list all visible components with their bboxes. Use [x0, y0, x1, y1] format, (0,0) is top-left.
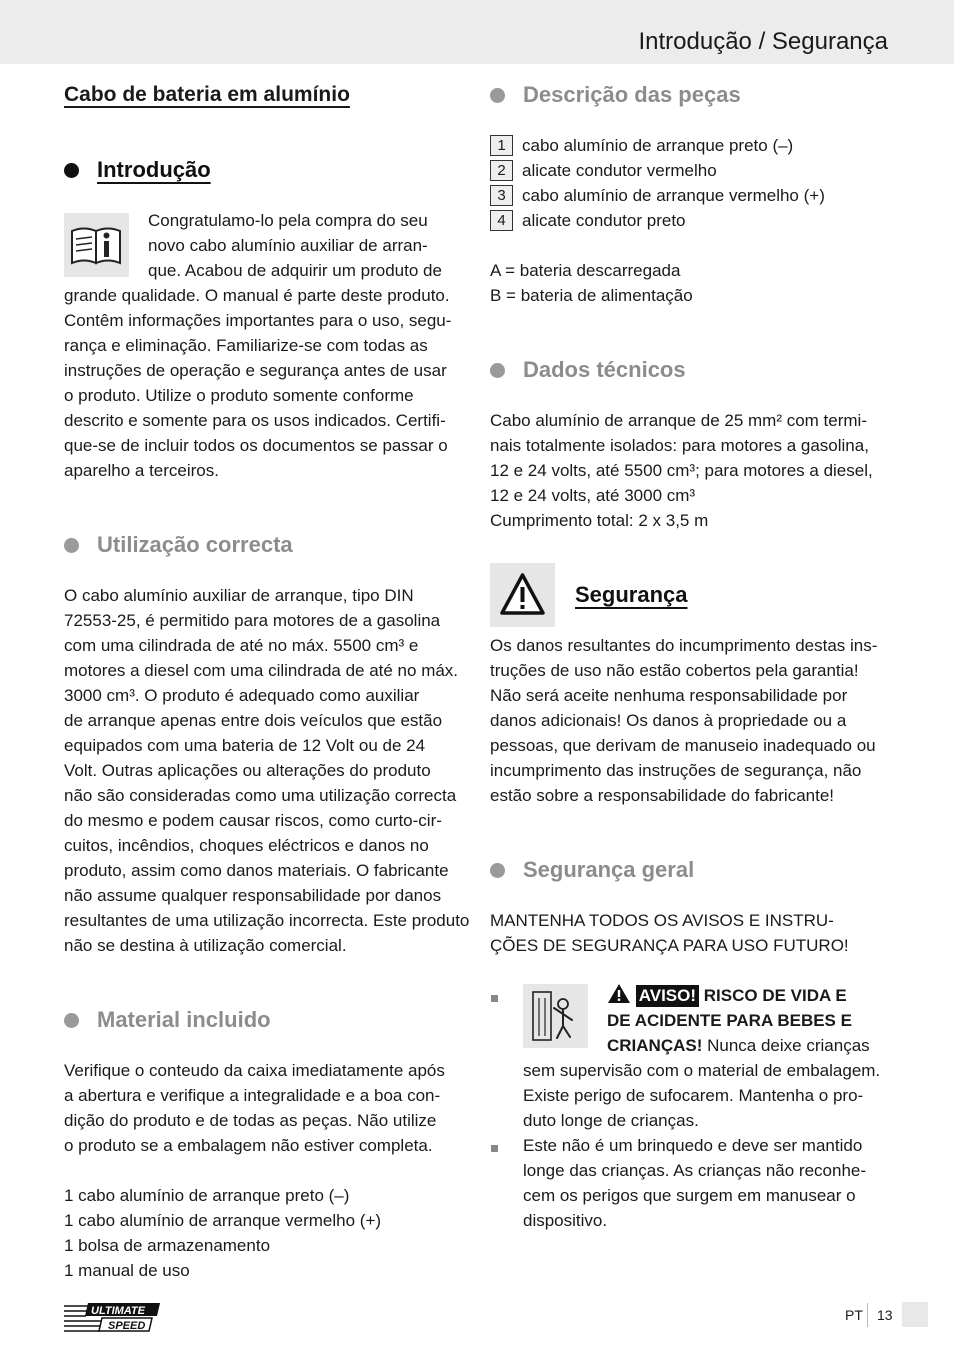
warning-text: sem supervisão com o material de embalagem. Existe perigo de sufocarem. Mantenha o pro- duto longe de crianças. [523, 1061, 881, 1130]
heading-material-incluido: Material incluido [64, 1005, 464, 1035]
logo-line2: SPEED [108, 1320, 146, 1332]
bullet-dot [64, 1013, 79, 1028]
list-item: 1 cabo alumínio de arranque vermelho (+) [64, 1211, 382, 1230]
material-text: Verifique o conteudo da caixa imediatamente após a abertura e verifique a integralidade e a boa con- dição do produto e de todas as peças. Não utilize o produto se a embalagem não estiver completa. [64, 1061, 445, 1155]
correct-use-text: O cabo alumínio auxiliar de arranque, tipo DIN 72553-25, é permitido para motores de a gasolina com uma cilindrada de até no máx. 5500 cm³ e motores a diesel com uma cilindrada de até no máx. 3000 cm³. O produto é adequado como auxiliar de arranque apenas entre dois veículos que estão equipados com uma bateria de 12 Volt ou de 24 Volt. Outras aplicações ou alterações do produto não são consideradas como uma utilização correcta do mesmo e podem causar riscos, como curto-cir- cuitos, incêndios, choques eléctricos e danos no produto, assim como danos materiais. O fabricante não assume qualquer responsabilidade por danos resultantes de uma utilização incorrecta. Este produto não se destina à utilização comercial. [64, 586, 470, 955]
ultimate-speed-logo [64, 1303, 162, 1332]
square-bullet [491, 995, 498, 1002]
safety-text: Os danos resultantes do incumprimento destas ins- truções de uso não estão cobertos pela garantia! Não será aceite nenhuma responsabilidade por danos adicionais! Os danos à propriedade ou a pessoas, que derivam de manuseio inadequado ou incumprimento das instruções de segurança, não estão sobre a responsabilidade do fabricante! [490, 636, 878, 805]
intro-text-body: grande qualidade. O manual é parte deste produto. Contêm informações importantes para o uso, segu- rança e eliminação. Familiarize-se com todas as instruções de operação e segurança antes de usar o produto. Utilize o produto somente conforme descrito e somente para os usos indicados. Certifi- que-se de incluir todos os documentos se passar o aparelho a terceiros. [64, 286, 452, 480]
aviso-badge: AVISO! [636, 985, 699, 1007]
parts-list: 1 cabo alumínio de arranque preto (–) 2 alicate condutor vermelho 3 cabo alumínio de arranque vermelho (+) 4 alicate condutor preto [490, 133, 890, 233]
bullet-dot [64, 538, 79, 553]
info-book-icon [64, 213, 129, 277]
warning-small-icon [607, 983, 631, 1004]
intro-text-top: Congratulamo-lo pela compra do seu novo cabo alumínio auxiliar de arran- que. Acabou de adquirir um produto de [148, 211, 442, 280]
heading-utilizacao-correcta: Utilização correcta [64, 530, 464, 560]
parts-legend: A = bateria descarregada B = bateria de alimentação [490, 261, 693, 305]
heading-descricao-pecas: Descrição das peças [490, 80, 890, 110]
bullet-dot [490, 863, 505, 878]
page-header-title: Introdução / Segurança [638, 28, 888, 55]
general-safety-caps: MANTENHA TODOS OS AVISOS E INSTRU- ÇÕES DE SEGURANÇA PARA USO FUTURO! [490, 911, 849, 955]
heading-dados-tecnicos: Dados técnicos [490, 355, 890, 385]
list-item: 1 manual de uso [64, 1261, 190, 1280]
warning-heading: AVISO! RISCO DE VIDA E DE ACIDENTE PARA BEBES E CRIANÇAS! Nunca deixe crianças [607, 983, 897, 1058]
heading-introducao: Introdução [64, 155, 464, 185]
square-bullet [491, 1145, 498, 1152]
heading-seguranca: Segurança [575, 582, 688, 607]
tech-data-text: Cabo alumínio de arranque de 25 mm² com termi- nais totalmente isolados: para motores a gasolina, 12 e 24 volts, até 5500 cm³; para motores a diesel, 12 e 24 volts, até 3000 cm³ Cumprimento total: 2 x 3,5 m [490, 411, 873, 530]
material-items-list [64, 1183, 474, 1283]
child-warning-icon [523, 984, 588, 1048]
footer-tab [902, 1302, 928, 1327]
heading-seguranca-geral: Segurança geral [490, 855, 890, 885]
list-item: 1 bolsa de armazenamento [64, 1236, 271, 1255]
logo-line1: ULTIMATE [91, 1305, 145, 1317]
page-number: 13 [877, 1307, 893, 1323]
bullet-dot [64, 163, 79, 178]
warning-triangle-icon [490, 563, 555, 627]
bullet-dot [490, 88, 505, 103]
footer-divider [867, 1303, 868, 1327]
bullet-dot [490, 363, 505, 378]
list-item: 1 cabo alumínio de arranque preto (–) [64, 1186, 350, 1205]
toy-warning-text: Este não é um brinquedo e deve ser mantido longe das crianças. As crianças não reconhe- cem os perigos que surgem em manusear o dispositivo. [523, 1136, 867, 1230]
document-title: Cabo de bateria em alumínio [64, 83, 350, 106]
footer-language: PT [845, 1307, 863, 1323]
